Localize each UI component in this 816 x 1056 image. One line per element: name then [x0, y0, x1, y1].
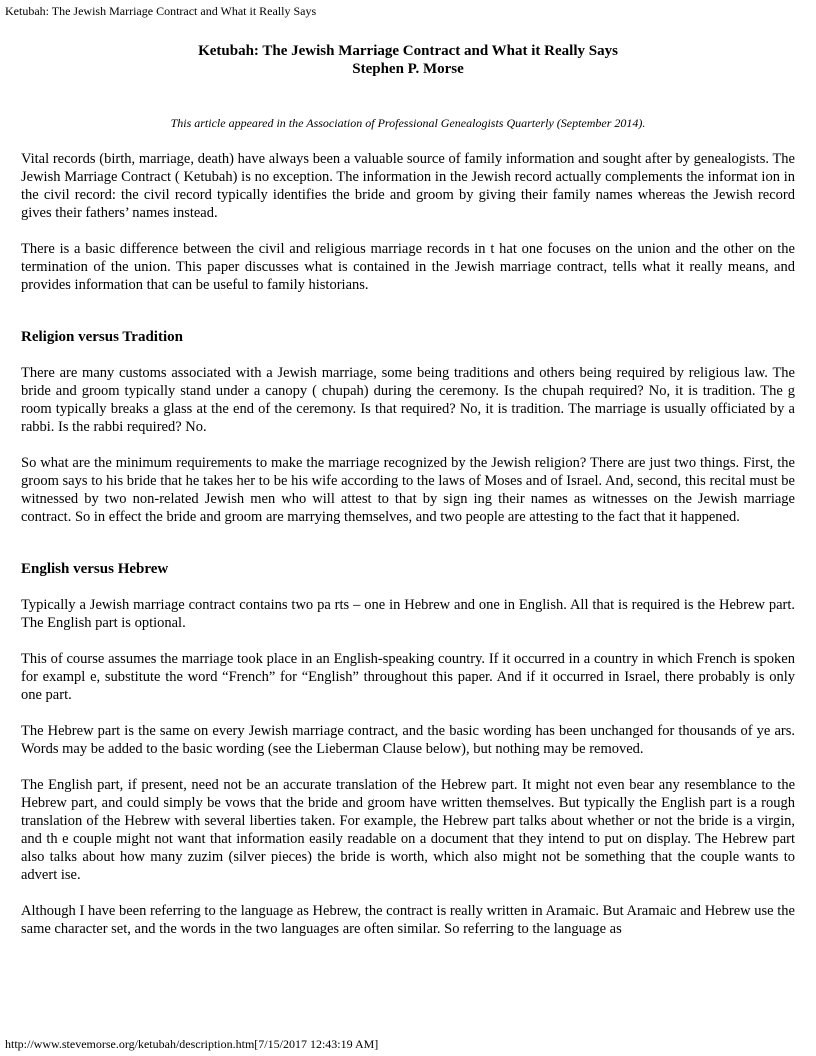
running-header: Ketubah: The Jewish Marriage Contract and What it Really Says [5, 4, 317, 18]
page-footer-url: http://www.stevemorse.org/ketubah/description.htm[7/15/2017 12:43:19 AM] [5, 1037, 379, 1051]
section2-paragraph-1: Typically a Jewish marriage contract contains two pa rts – one in Hebrew and one in English. All that is required is the Hebrew part. The English part is optional. [21, 597, 795, 631]
title-block [0, 42, 816, 78]
section-heading-english-vs-hebrew: English versus Hebrew [21, 561, 169, 577]
intro-paragraph-1: Vital records (birth, marriage, death) have always been a valuable source of family information and sought after by genealogists. The Jewish Marriage Contract ( Ketubah) is no exception. The information in the Jewish record actually complements the informat ion in the civil record: the civil record typically identifies the bride and groom by giving their family names whereas the Jewish record gives their fathers’ names instead. [21, 151, 795, 221]
article-body [21, 150, 795, 956]
publication-note: This article appeared in the Association of Professional Genealogists Quarterly (September 2014). [170, 116, 646, 130]
section1-paragraph-2: So what are the minimum requirements to make the marriage recognized by the Jewish religion? There are just two things. First, the groom says to his bride that he takes her to be his wife according to the laws of Moses and of Israel. And, second, this recital must be witnessed by two non-related Jewish men who will attest to that by sign ing their names as witnesses on the Jewish marriage contract. So in effect the bride and groom are marrying themselves, and two people are attesting to the fact that it happened. [21, 455, 795, 525]
section-heading-religion-vs-tradition: Religion versus Tradition [21, 329, 183, 345]
section2-paragraph-3: The Hebrew part is the same on every Jewish marriage contract, and the basic wording has been unchanged for thousands of ye ars. Words may be added to the basic wording (see the Lieberman Clause below), but nothing may be removed. [21, 723, 795, 757]
section2-paragraph-5: Although I have been referring to the language as Hebrew, the contract is really written in Aramaic. But Aramaic and Hebrew use the same character set, and the words in the two languages are often similar. So referring to the language as [21, 903, 795, 937]
section2-paragraph-4: The English part, if present, need not be an accurate translation of the Hebrew part. It might not even bear any resemblance to the Hebrew part, and could simply be vows that the bride and groom have written themselves. But typically the English part is a rough translation of the Hebrew with several liberties taken. For example, the Hebrew part talks about whether or not the bride is a virgin, and th e couple might not want that information easily readable on a document that they intend to put on display. The Hebrew part also talks about how many zuzim (silver pieces) the bride is worth, which also might not be something that the couple wants to advert ise. [21, 777, 795, 883]
section1-paragraph-1: There are many customs associated with a Jewish marriage, some being traditions and others being required by religious law. The bride and groom typically stand under a canopy ( chupah) during the ceremony. Is the chupah required? No, it is tradition. The g room typically breaks a glass at the end of the ceremony. Is that required? No, it is tradition. The marriage is usually officiated by a rabbi. Is the rabbi required? No. [21, 365, 795, 435]
article-title: Ketubah: The Jewish Marriage Contract and What it Really Says [198, 43, 618, 59]
section2-paragraph-2: This of course assumes the marriage took place in an English-speaking country. If it occurred in a country in which French is spoken for exampl e, substitute the word “French” for “English” throughout this paper. And if it occurred in Israel, there probably is only one part. [21, 651, 795, 703]
intro-paragraph-2: There is a basic difference between the civil and religious marriage records in t hat one focuses on the union and the other on the termination of the union. This paper discusses what is contained in the Jewish marriage contract, tells what it really means, and provides information that can be useful to family historians. [21, 241, 795, 293]
article-author: Stephen P. Morse [352, 61, 464, 77]
